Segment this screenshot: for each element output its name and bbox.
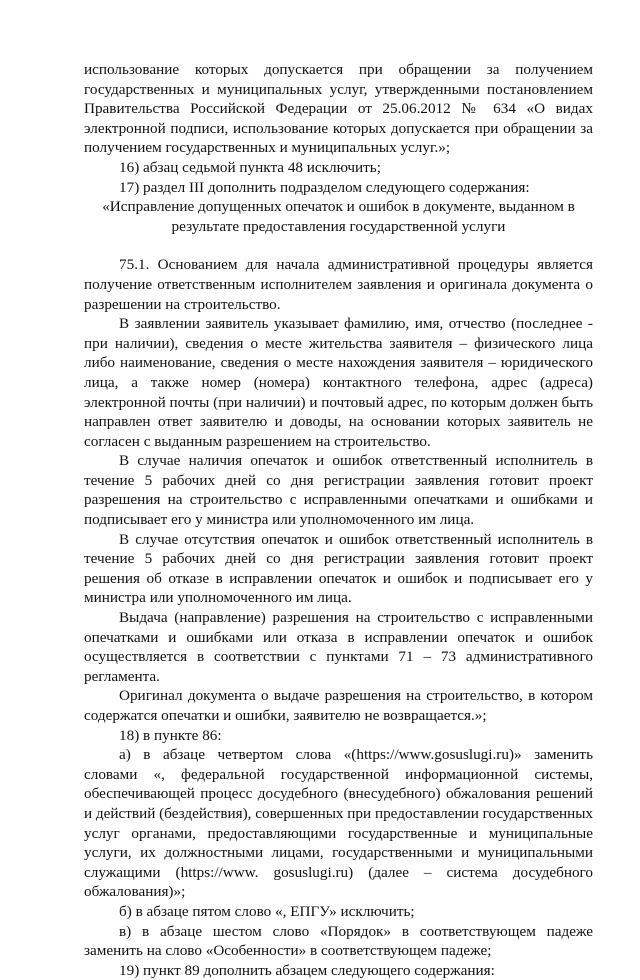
paragraph-errors-absent: В случае отсутствия опечаток и ошибок ответственный исполнитель в течение 5 рабочих дней со дня регистрации заявления готовит проект решения об отказе в исправлении опечаток и ошибок и подписывает его у министра или уполномоченного им лица.	[84, 530, 593, 607]
paragraph-application-contents: В заявлении заявитель указывает фамилию, имя, отчество (последнее - при наличии), сведения о месте жительства заявителя – физического лица либо наименование, сведения о месте нахождения заявителя – юридического лица, а также номер (номера) контактного телефона, адрес (адреса) электронной почты (при наличии) и почтовый адрес, по которым должен быть направлен ответ заявителю и доводы, на основании которых заявитель не согласен с выданным разрешением на строительство.	[84, 315, 593, 450]
item-18-v: в) в абзаце шестом слово «Порядок» в соответствующем падеже заменить на слово «Особенности» в соответствующем падеже;	[84, 922, 593, 960]
paragraph-continuation: использование которых допускается при обращении за получением государственных и муниципальных услуг, утвержденными постановлением Правительства Российской Федерации от 25.06.2012 № 634 «О видах электронной подписи, использование которых допускается при обращении за получением государственных и муниципальных услуг.»;	[84, 61, 593, 157]
subsection-heading: «Исправление допущенных опечаток и ошибок в документе, выданном в результате предоставления государственной услуги	[102, 198, 575, 235]
item-19: 19) пункт 89 дополнить абзацем следующего содержания:	[119, 961, 495, 979]
paragraph-75-1: 75.1. Основанием для начала административной процедуры является получение ответственным исполнителем заявления и оригинала документа о разрешении на строительство.	[84, 256, 593, 313]
item-18: 18) в пункте 86:	[119, 726, 222, 744]
blank-line	[84, 236, 593, 255]
item-18-b: б) в абзаце пятом слово «, ЕПГУ» исключить;	[119, 902, 415, 920]
paragraph-issuance: Выдача (направление) разрешения на строительство с исправленными опечатками и ошибками или отказа в исправлении опечаток и ошибок осуществляется в соответствии с пунктами 71 – 73 административного регламента.	[84, 609, 593, 685]
item-17: 17) раздел III дополнить подразделом следующего содержания:	[119, 178, 530, 196]
item-16: 16) абзац седьмой пункта 48 исключить;	[119, 158, 381, 176]
paragraph-errors-present: В случае наличия опечаток и ошибок ответственный исполнитель в течение 5 рабочих дней со дня регистрации заявления готовит проект разрешения на строительство с исправленными опечатками и ошибками и подписывает его у министра или уполномоченного им лица.	[84, 452, 593, 529]
item-18-a: а) в абзаце четвертом слова «(https://www.gosuslugi.ru)» заменить словами «, федеральной государственной информационной системы, обеспечивающей процесс досудебного (внесудебного) обжалования решений и действий (бездействия), совершенных при предоставлении государственных услуг органами, предоставляющими государственные и муниципальные услуги, их должностными лицами, государственными и муниципальными служащими (https://www. gosuslugi.ru) (далее – система досудебного обжалования)»;	[84, 746, 594, 901]
paragraph-original-not-returned: Оригинал документа о выдаче разрешения на строительство, в котором содержатся опечатки и ошибки, заявителю не возвращается.»;	[84, 687, 593, 724]
